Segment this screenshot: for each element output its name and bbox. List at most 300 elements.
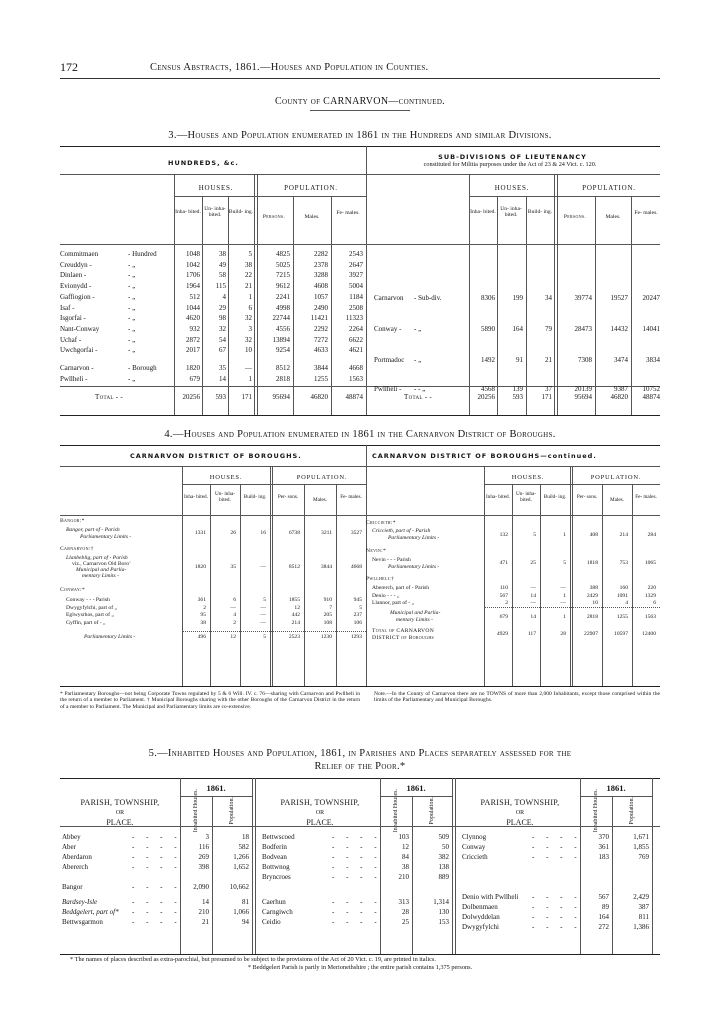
t3-cell: 1184: [349, 292, 363, 301]
t5-col-population: [212, 796, 252, 826]
t4-cell: 26: [230, 530, 236, 536]
t4-cell: 6: [653, 600, 656, 606]
t5-leader: - - - -: [532, 833, 582, 841]
t4-nv-line2: Parliamentary Limits -: [388, 564, 440, 570]
t3-cell: 2490: [314, 303, 328, 312]
t4-cell: 1: [563, 614, 566, 620]
t3-cell: 512: [189, 292, 200, 301]
t4-pwllheli-label: Pwllheli:†: [366, 576, 395, 582]
t4-conway-name: Dwygyfylchi, part of „: [66, 604, 117, 611]
t3-r-total-cell: 46820: [610, 393, 628, 401]
t3-row-name: Pwllheli -: [60, 374, 88, 383]
t5-header-parish: PARISH, TOWNSHIP,: [80, 798, 160, 807]
t3-total-cell: 46820: [310, 393, 328, 401]
t5-leader: - - - -: [532, 843, 582, 851]
t3-cell: 11323: [345, 314, 363, 323]
t3-cell: 54: [219, 335, 226, 344]
t3-vrule: [366, 146, 367, 415]
t4-hrule: [60, 686, 660, 687]
t3-row-name: Uchaf -: [60, 335, 82, 344]
t3-r-col-building: Build- ing.: [527, 209, 553, 215]
t4-cell: 220: [647, 585, 656, 591]
t4-cell: 1255: [616, 614, 628, 620]
t4-left-head: CARNARVON DISTRICT OF BOROUGHS.: [130, 452, 302, 460]
t3-r-houses: HOUSES.: [494, 184, 530, 192]
t5-place-name: Abererch: [62, 863, 89, 871]
t3-row-type: - „: [128, 346, 136, 355]
t5-inhabited: 14: [202, 898, 209, 906]
t5-population: 582: [238, 843, 249, 851]
t5-population: 2,429: [633, 893, 649, 901]
t4-cr-line1: Criccieth, part of - Parish: [372, 528, 431, 534]
t3-row: [60, 304, 366, 314]
t5-place-name: Caerhun: [262, 898, 286, 906]
t4-cell: 108: [323, 619, 332, 626]
t4-cell: 205: [323, 612, 332, 618]
t3-r-col-uninhabited: Un- inha- bited.: [500, 206, 522, 219]
t3-subdiv-name: Conway -: [374, 325, 402, 333]
t4-cell: 5: [563, 560, 566, 566]
t3-cell: 22: [245, 271, 252, 280]
t5-place-name: Bangor: [62, 883, 83, 891]
t4-cell: 1065: [644, 560, 656, 566]
t4-pwllheli-name: Llannor, part of - „: [372, 600, 415, 606]
t3-hrule: [60, 174, 660, 175]
t4-sum-rule: [182, 631, 366, 632]
t4-conway-name: Gyffin, part of - „: [66, 619, 106, 626]
t4-cell: 5: [263, 634, 266, 640]
t5-population: 811: [638, 913, 649, 921]
t4-cell: 12: [230, 634, 236, 640]
t5-place-name: Criccieth: [462, 853, 488, 861]
t4-carnarvon-label: Carnarvon:†: [60, 546, 94, 552]
t5-population: 153: [438, 918, 449, 926]
t3-cell: 7215: [276, 271, 290, 280]
t5-inhabited: 210: [198, 908, 209, 916]
t4-cell: 132: [499, 532, 508, 538]
t4-r-col-inhabited: Inha- bited.: [486, 494, 510, 500]
t5-population: 138: [438, 863, 449, 871]
t3-cell: 3288: [314, 271, 328, 280]
t5-col-inhabited-label: Inhabited Houses.: [593, 789, 599, 833]
t4-vrule: [182, 466, 183, 686]
t3-cell: 9254: [276, 346, 290, 355]
t4-r-col-building: Build- ing.: [543, 494, 567, 500]
t3-r-col-persons: Persons.: [563, 214, 587, 220]
t3-cell: 1255: [314, 374, 328, 383]
t4-cell: 38: [200, 619, 206, 626]
t3-r-total-cell: 593: [512, 393, 523, 401]
t3-col-inhabited: Inha- bited.: [175, 209, 201, 215]
t4-r-col-uninhabited: Un- inha- bited.: [515, 491, 537, 504]
t4-cell: —: [530, 585, 536, 591]
t3-row: [60, 375, 366, 385]
t3-cell: 4825: [276, 250, 290, 258]
t3-cell: 1042: [186, 260, 200, 269]
t5-leader: - - - -: [132, 843, 182, 851]
t5-leader: - - - -: [332, 843, 382, 851]
t4-col-uninhabited: Un- inha- bited.: [214, 491, 236, 504]
t3-cell: 6622: [349, 335, 363, 344]
t3-r-total-cell: 171: [541, 393, 552, 401]
t4-cell: 3844: [320, 564, 332, 570]
t3-col-males: Males.: [304, 214, 320, 220]
t4-cell: 910: [323, 597, 332, 603]
t4-conway-label: Conway:*: [60, 587, 86, 593]
t3-cell: 4998: [276, 303, 290, 312]
t4-cell: 753: [619, 560, 628, 566]
t4-cell: 1818: [586, 560, 598, 566]
t5-vrule: [212, 796, 213, 954]
t5-place-name: Aber: [62, 843, 76, 851]
t5-header-place: PLACE.: [506, 818, 534, 827]
t3-houses: HOUSES.: [198, 184, 234, 192]
t5-leader: - - - -: [132, 918, 182, 926]
t4-cell: 567: [499, 592, 508, 599]
t3-total-cell: 171: [241, 393, 252, 401]
t3-cell: 5: [248, 250, 252, 258]
t5-population: 130: [438, 908, 449, 916]
t4-cell: 1820: [194, 564, 206, 570]
t5-vrule: [455, 778, 456, 954]
t3-subdiv-cell: 14432: [610, 325, 628, 333]
t4-carn-line1: Llanbeblig, part of - Parish: [66, 555, 128, 561]
t4-vrule: [304, 484, 305, 686]
t5-inhabited: 567: [598, 893, 609, 901]
t3-subdiv-cell: 28473: [574, 325, 592, 333]
t3-cell: 3: [248, 324, 252, 333]
t3-row-name: Dinlaen -: [60, 271, 87, 280]
t3-cell: 4620: [186, 314, 200, 323]
t5-vrule: [252, 778, 253, 954]
t3-r-total-cell: 48874: [642, 393, 660, 401]
t4-cell: —: [260, 619, 266, 626]
t3-cell: 2508: [349, 303, 363, 312]
t5-header-place: PLACE.: [106, 818, 134, 827]
t4-bangor-line2: Parliamentary Limits -: [80, 534, 132, 540]
t4-cell: 14: [530, 592, 536, 599]
t3-total-cell: 48874: [345, 393, 363, 401]
t5-inhabited: 28: [402, 908, 409, 916]
t4-houses: HOUSES.: [209, 474, 243, 481]
t4-cell: 10: [592, 600, 598, 606]
t3-row-type: - Hundred: [128, 250, 157, 258]
t3-cell: 1706: [186, 271, 200, 280]
t3-row: [60, 293, 366, 303]
t4-pwllheli-name: Denio - - - „: [372, 592, 400, 599]
t5-hrule: [180, 796, 252, 797]
t5-header-or: OR: [115, 810, 125, 816]
t4-r-col-males: Males.: [610, 497, 624, 503]
t3-cell: 22744: [272, 314, 290, 323]
t3-subdiv-cell: 1492: [481, 356, 495, 364]
t3-r-population: POPULATION.: [582, 184, 636, 192]
t5-footnote1: * The names of places described as extra-parochial, but presumed to be subject to the provisions of the Act of 20 Vict. c. 19, are printed in italics.: [70, 956, 436, 963]
t5-leader: - - - -: [332, 873, 382, 881]
t3-row: [60, 325, 366, 335]
t3-title: 3.—Houses and Population enumerated in 1861 in the Hundreds and similar Divisions.: [168, 130, 552, 141]
t5-col-population-label: Population.: [229, 797, 235, 825]
t3-subdiv-cell: 10752: [642, 385, 660, 393]
t3-cell: 98: [219, 314, 226, 323]
t3-r-total-cell: 95694: [574, 393, 592, 401]
t4-cell: —: [260, 604, 266, 611]
t3-cell: 4556: [276, 324, 290, 333]
t3-row-name: Uwchgorfai -: [60, 346, 98, 355]
t3-cell: 11421: [310, 314, 328, 323]
t4-vrule: [366, 445, 367, 686]
t3-cell: 38: [245, 260, 252, 269]
t3-subdiv-type: - „: [414, 325, 422, 333]
t3-row-name: Gaffiogion -: [60, 292, 95, 301]
t4-cell: 679: [499, 614, 508, 620]
t3-cell: 3927: [349, 271, 363, 280]
t5-inhabited: 313: [398, 898, 409, 906]
t3-cell: 1044: [186, 303, 200, 312]
t3-col-females: Fe- males.: [336, 210, 360, 216]
page-number: 172: [60, 60, 78, 74]
t4-cell: 25: [530, 560, 536, 566]
t5-col-inhabited: [580, 789, 612, 833]
t4-cell: 5: [533, 532, 536, 538]
t3-row: [60, 282, 366, 292]
t5-hrule: [580, 796, 652, 797]
t4-cell: 12400: [642, 631, 656, 637]
t5-leader: - - - -: [332, 863, 382, 871]
t4-cell: 237: [353, 612, 362, 618]
t4-cell: —: [530, 600, 536, 606]
t3-row: [60, 250, 366, 260]
t4-cell: 388: [589, 585, 598, 591]
t4-cell: 1230: [320, 634, 332, 640]
t3-cell: 38: [219, 250, 226, 258]
t5-population: 1,652: [233, 863, 249, 871]
t5-place-name: Bettwscoed: [262, 833, 295, 841]
t3-cell: 5025: [276, 260, 290, 269]
t5-place-name: Clynnog: [462, 833, 487, 841]
t5-population: 94: [242, 918, 249, 926]
t3-hrule: [60, 244, 660, 245]
t4-cell: 106: [353, 619, 362, 626]
t3-subdiv-cell: 21: [545, 356, 552, 364]
t3-total-cell: 20256: [182, 393, 200, 401]
t4-cell: 1563: [644, 614, 656, 620]
t4-cell: 2818: [586, 614, 598, 620]
t5-header-or: OR: [315, 810, 325, 816]
t5-place-name: Beddgelert, part of*: [62, 908, 119, 916]
t3-row-type: - „: [128, 324, 136, 333]
t3-subdiv-cell: 37: [545, 385, 552, 393]
t4-population: POPULATION.: [296, 474, 348, 481]
t3-cell: 2017: [186, 346, 200, 355]
t3-r-total-label: Total - -: [404, 393, 433, 401]
t4-col-building: Build- ing.: [243, 494, 267, 500]
t3-cell: 21: [245, 282, 252, 291]
t5-population: 1,386: [633, 923, 649, 931]
t3-cell: 2378: [314, 260, 328, 269]
t5-place-name: Bodferin: [262, 843, 287, 851]
t3-row-type: - Borough: [128, 364, 157, 372]
t5-population: 509: [438, 833, 449, 841]
t3-row-name: Nant-Conway: [60, 324, 100, 333]
t5-population: 50: [442, 843, 449, 851]
t4-r-population: POPULATION.: [590, 474, 642, 481]
t3-cell: 1: [248, 292, 252, 301]
t4-cell: —: [260, 564, 266, 570]
t3-subdiv-cell: 5890: [481, 325, 495, 333]
t3-cell: 5004: [349, 282, 363, 291]
t3-r-col-females: Fe- males.: [634, 210, 658, 216]
t5-place-name: Dolwyddelan: [462, 913, 500, 921]
t5-place-name: Bardsey-Isle: [62, 898, 98, 906]
t3-cell: 29: [219, 303, 226, 312]
t4-carn-line2: viz., Carnarvon Old Boro’: [72, 561, 131, 567]
t5-col-inhabited: [380, 789, 412, 833]
t4-criccieth-label: Criccieth:*: [366, 520, 396, 526]
t5-col-population-label: Population.: [429, 797, 435, 825]
t3-row: [60, 364, 366, 374]
t5-year: 1861.: [206, 783, 226, 793]
t5-inhabited: 25: [402, 918, 409, 926]
t4-sum-rule: [484, 607, 660, 608]
t4-nv-line1: Nevin - - - Parish: [372, 557, 411, 563]
t3-hrule: [60, 415, 660, 416]
t4-cell: 4668: [350, 564, 362, 570]
t3-cell: 2292: [314, 324, 328, 333]
t4-vrule: [272, 466, 273, 686]
t4-cell: —: [560, 585, 566, 591]
t5-inhabited: 272: [598, 923, 609, 931]
t3-subdiv-type: - Sub-div.: [414, 294, 442, 302]
county-rule: [310, 110, 410, 111]
t5-leader: - - - -: [532, 913, 582, 921]
t3-vrule: [526, 196, 527, 415]
t3-subdiv-type: - „: [414, 356, 422, 364]
t5-population: 382: [438, 853, 449, 861]
t3-row-type: - „: [128, 292, 136, 301]
t5-place-name: Aberdaron: [62, 853, 92, 861]
t5-place-name: Bottwnog: [262, 863, 290, 871]
t4-cell: —: [230, 604, 236, 611]
t3-r-col-males: Males.: [605, 214, 621, 220]
t4-col-females: Fe- males.: [340, 494, 362, 500]
t4-cell: 22907: [584, 631, 598, 637]
t3-cell: —: [245, 364, 252, 372]
t3-vrule: [497, 196, 498, 415]
t4-cell: 12: [294, 604, 300, 611]
t3-subdiv-cell: 199: [512, 294, 523, 302]
t3-subdiv-cell: 79: [545, 325, 552, 333]
t5-inhabited: 84: [402, 853, 409, 861]
t3-cell: 2241: [276, 292, 290, 301]
t5-population: 18: [242, 833, 249, 841]
t4-cell: 117: [527, 631, 536, 637]
t3-col-uninhabited: Un- inha- bited.: [204, 206, 226, 219]
t5-col-population: [412, 796, 452, 826]
t4-total2: DISTRICT of Boroughs: [372, 635, 435, 641]
t4-cell: 1293: [350, 634, 362, 640]
t5-header-parish: PARISH, TOWNSHIP,: [280, 798, 360, 807]
t4-cell: 214: [619, 532, 628, 538]
t5-vrule: [255, 778, 256, 954]
t3-cell: 1563: [349, 374, 363, 383]
t5-leader: - - - -: [532, 923, 582, 931]
t4-top-rule: [60, 445, 660, 446]
t3-cell: 679: [189, 374, 200, 383]
t5-leader: - - - -: [132, 863, 182, 871]
t5-place-name: Ceidio: [262, 918, 281, 926]
t5-inhabited: 164: [598, 913, 609, 921]
t3-cell: 4668: [349, 364, 363, 372]
t3-subdiv-cell: 8306: [481, 294, 495, 302]
t3-cell: 10: [245, 346, 252, 355]
t4-cell: 1: [563, 592, 566, 599]
t5-inhabited: 12: [402, 843, 409, 851]
t4-vrule: [570, 466, 571, 686]
t5-place-name: Bryncroes: [262, 873, 291, 881]
head-rule: [60, 78, 660, 79]
t3-vrule: [595, 196, 596, 415]
t3-row: [60, 271, 366, 281]
t3-r-col-inhabited: Inha- bited.: [470, 209, 496, 215]
t4-pwllheli-name: Abererch, part of - Parish: [372, 585, 430, 591]
t5-leader: - - - -: [532, 893, 582, 901]
t3-cell: 32: [245, 314, 252, 323]
t5-population: 1,266: [233, 853, 249, 861]
t5-inhabited: 21: [202, 918, 209, 926]
t4-cell: 160: [619, 585, 628, 591]
t4-cell: 471: [499, 560, 508, 566]
t3-row-name: Commitmaen: [60, 250, 99, 258]
t3-left-head: HUNDREDS, &c.: [168, 159, 239, 167]
t5-inhabited: 103: [398, 833, 409, 841]
t3-row-type: - „: [128, 282, 136, 291]
t5-leader: - - - -: [132, 898, 182, 906]
t4-r-col-females: Fe- males.: [635, 494, 657, 500]
t5-place-name: Denio with Pwllheli: [462, 893, 519, 901]
t5-col-population-label: Population.: [629, 797, 635, 825]
t5-place-name: Dolbenmaen: [462, 903, 498, 911]
t4-cell: 2523: [288, 634, 300, 640]
t3-subdiv-name: Pwllheli -: [374, 385, 402, 393]
t4-vrule: [572, 466, 573, 686]
t4-cell: 3211: [321, 530, 332, 536]
t5-hrule: [380, 796, 452, 797]
t4-cell: 110: [499, 585, 508, 591]
t3-cell: 3844: [314, 364, 328, 372]
t4-bangor-label: Bangor:*: [60, 518, 85, 524]
t3-subdiv-cell: 164: [512, 325, 523, 333]
t3-subdiv-cell: 19527: [610, 294, 628, 302]
t3-row: [60, 346, 366, 356]
t5-vrule: [452, 778, 453, 954]
t4-pw-lim1: Municipal and Parlia-: [390, 610, 441, 616]
t3-subdiv-type: - - „: [414, 385, 426, 393]
t5-population: 1,671: [633, 833, 649, 841]
t3-subdiv-cell: 3834: [646, 356, 660, 364]
t3-subdiv-cell: 3474: [614, 356, 628, 364]
t3-cell: 4621: [349, 346, 363, 355]
t3-cell: 2264: [349, 324, 363, 333]
t4-col-males: Males.: [313, 497, 327, 503]
t4-note-right: Note.—In the County of Carnarvon there are no TOWNS of more than 2,000 Inhabitants, except those comprised within the limits of the Parliamentary and Municipal Boroughs.: [374, 691, 660, 704]
t4-carn-line4: mentary Limits -: [82, 573, 119, 579]
t5-leader: - - - -: [332, 833, 382, 841]
t3-col-building: Build- ing.: [228, 209, 254, 215]
t5-place-name: Dwygyfylchi: [462, 923, 499, 931]
t4-r-houses: HOUSES.: [511, 474, 545, 481]
t3-row-type: - „: [128, 335, 136, 344]
